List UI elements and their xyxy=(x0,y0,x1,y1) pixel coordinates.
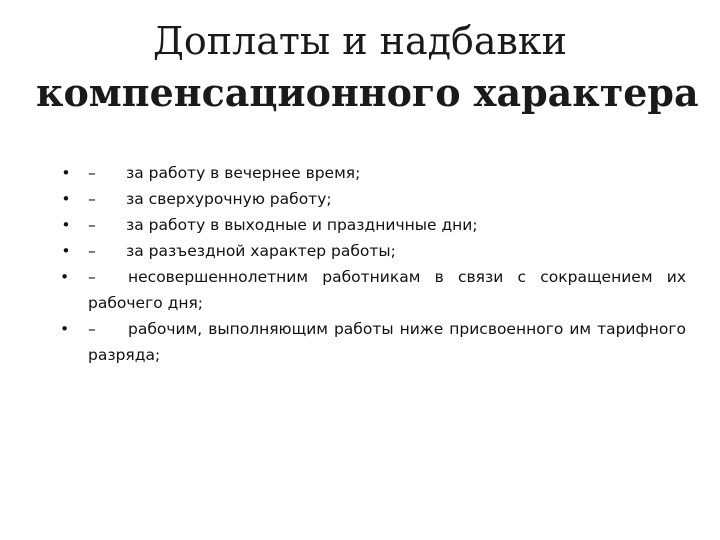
list-item-text: несовершеннолетним работникам в связи с сокращением их рабочего дня; xyxy=(88,268,686,312)
list-item-minor-workers xyxy=(60,264,686,316)
bullet-icon: • xyxy=(61,216,71,234)
dash: – xyxy=(88,164,96,182)
dash: – xyxy=(88,216,96,234)
list-item-evening-work xyxy=(60,160,686,186)
list-item-traveling-work xyxy=(60,238,686,264)
list-item-overtime-work xyxy=(60,186,686,212)
dash: – xyxy=(88,268,96,286)
slide-title xyxy=(36,18,699,116)
bullet-icon: • xyxy=(61,190,71,208)
list-item-text: за работу в вечернее время; xyxy=(126,164,361,182)
bullet-list xyxy=(60,160,686,368)
list-item-text: за сверхурочную работу; xyxy=(126,190,332,208)
bullet-icon: • xyxy=(60,268,70,286)
list-item-weekend-holiday-work xyxy=(60,212,686,238)
bullet-icon: • xyxy=(60,320,70,338)
dash: – xyxy=(88,320,96,338)
list-item-lower-grade-work xyxy=(60,316,686,368)
bullet-icon: • xyxy=(61,164,71,182)
list-item-text: за разъездной характер работы; xyxy=(126,242,396,260)
bullet-icon: • xyxy=(61,242,71,260)
dash: – xyxy=(88,242,96,260)
list-item-text: рабочим, выполняющим работы ниже присвоенного им тарифного разряда; xyxy=(88,320,686,364)
title-line-2: компенсационного характера xyxy=(36,70,699,115)
list-item-text: за работу в выходные и праздничные дни; xyxy=(126,216,478,234)
title-line-1: Доплаты и надбавки xyxy=(152,19,568,63)
dash: – xyxy=(88,190,96,208)
